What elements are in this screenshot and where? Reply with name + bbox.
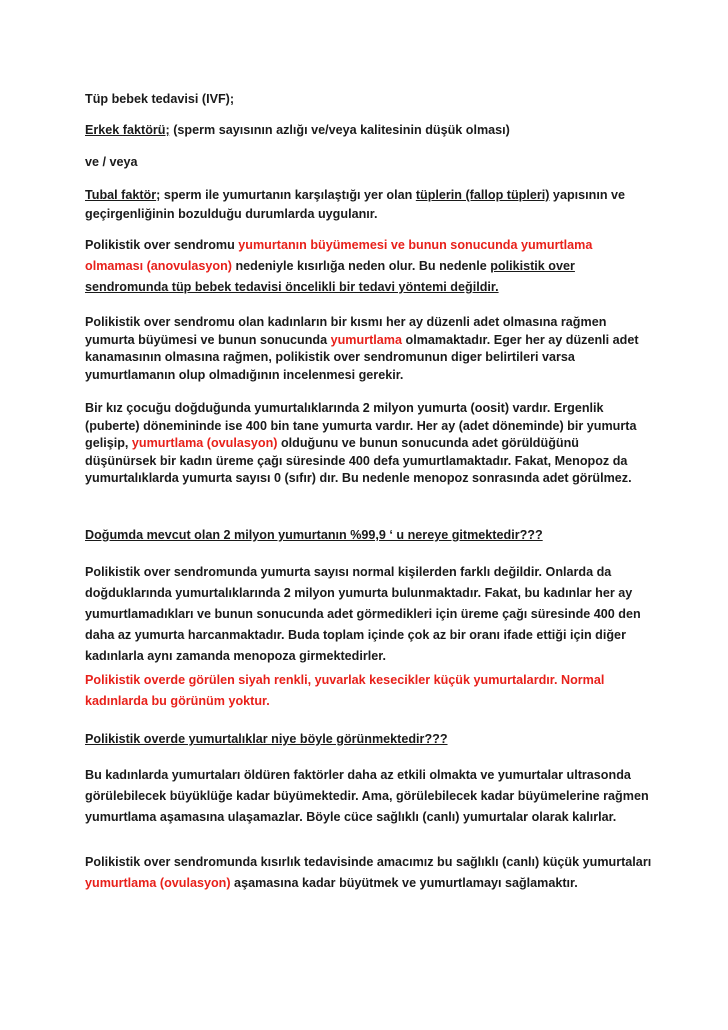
- anovulation-highlight: yumurtanın büyümemesi ve bunun sonucunda yumurtlama olmaması (anovulasyon): [85, 238, 593, 273]
- pcos-intro-start: Polikistik over sendromu: [85, 238, 239, 252]
- regular-period-start: Polikistik over sendromu olan kadınların bir kısmı her ay düzenli adet olmasına rağmen yumurta büyümesi ve bunun sonucunda: [85, 315, 607, 347]
- tubal-factor-term: Tubal faktör: [85, 188, 157, 202]
- question-heading-1: Doğumda mevcut olan 2 milyon yumurtanın %99,9 ‘ u nereye gitmektedir???: [85, 528, 543, 542]
- male-factor-paragraph: [85, 121, 653, 140]
- and-or-line: ve / veya: [85, 155, 138, 169]
- fallopian-tubes-term: tüplerin (fallop tüpleri): [415, 188, 550, 202]
- pcos-intro-middle: nedeniyle kısırlığa neden olur. Bu nedenle: [231, 259, 491, 273]
- treatment-goal-start: Polikistik over sendromunda kısırlık tedavisinde amacımız bu sağlıklı (canlı) küçük yumurtaları: [85, 855, 652, 869]
- ovulation-goal-highlight: yumurtlama (ovulasyon): [85, 876, 231, 890]
- egg-count-end: olduğunu ve bunun sonucunda adet görüldüğünü düşünürsek bir kadın üreme çağı süresinde 400 defa yumurtlamaktadır. Fakat, Menopoz da yumurtalıklarda yumurta sayısı 0 (sıfır) dır. Bu nedenle menopoz sonrasında adet görülmez.: [85, 436, 632, 485]
- pcos-intro-paragraph: [85, 235, 653, 298]
- ivf-not-first-choice: polikistik over sendromunda tüp bebek tedavisi öncelikli bir tedavi yöntemi değildir.: [85, 259, 575, 294]
- male-factor-text: (sperm sayısının azlığı ve/veya kalitesinin düşük olması): [169, 123, 510, 137]
- regular-period-paragraph: [85, 314, 653, 384]
- explanation-paragraph: Bu kadınlarda yumurtaları öldüren faktörler daha az etkili olmakta ve yumurtalar ultrasonda görülebilecek büyüklüğe kadar büyümektedir. Ama, görülebilecek kadar büyümelerine rağmen yumurtlama aşamasına ulaşamazlar. Böyle cüce sağlıklı (canlı) yumurtalar olarak kalırlar.: [85, 768, 649, 824]
- tubal-factor-text: ; sperm ile yumurtanın karşılaştığı yer olan: [156, 188, 416, 202]
- male-factor-term: Erkek faktörü;: [85, 123, 170, 137]
- ovulation-term-highlight: yumurtlama (ovulasyon): [131, 436, 278, 450]
- tubal-factor-paragraph: [85, 186, 653, 224]
- ovulation-highlight: yumurtlama: [330, 332, 402, 347]
- treatment-goal-paragraph: [85, 852, 653, 894]
- cysts-note-paragraph: Polikistik overde görülen siyah renkli, yuvarlak kesecikler küçük yumurtalardır. Normal kadınlarda bu görünüm yoktur.: [85, 673, 605, 708]
- pcos-egg-count-paragraph: Polikistik over sendromunda yumurta sayısı normal kişilerden farklı değildir. Onlarda da doğduklarında yumurtalıklarında 2 milyon yumurta bulunmaktadır. Fakat, bu kadınlar her ay yumurtlamadıkları ve bunun sonucunda adet görmedikleri için üreme çağı süresinde 400 den daha az yumurta harcanmaktadır. Buda toplam içinde çok az bir oranı ifade ettiği için diğer kadınlarla aynı zamanda menopoza girmektedirler.: [85, 565, 641, 663]
- treatment-goal-end: aşamasına kadar büyütmek ve yumurtlamayı sağlamaktır.: [230, 876, 578, 890]
- egg-count-start: Bir kız çocuğu doğduğunda yumurtalıklarında 2 milyon yumurta (oosit) vardır. Ergenlik (puberte) dönemininde ise 400 bin tane yumurta vardır. Her ay (adet döneminde) bir yumurta gelişip,: [85, 401, 637, 450]
- regular-period-end: olmamaktadır. Eger her ay düzenli adet kanamasının olmasına rağmen, polikistik over sendromunun diger belirtileri varsa yumurtlamanın olup olmadığının incelenmesi gerekir.: [85, 332, 639, 382]
- question-heading-2: Polikistik overde yumurtalıklar niye böyle görünmektedir???: [85, 732, 448, 746]
- tubal-factor-text-end: yapısının ve geçirgenliğinin bozulduğu durumlarda uygulanır.: [85, 188, 626, 221]
- ivf-heading: Tüp bebek tedavisi (IVF);: [85, 92, 235, 106]
- egg-count-paragraph: [85, 400, 653, 488]
